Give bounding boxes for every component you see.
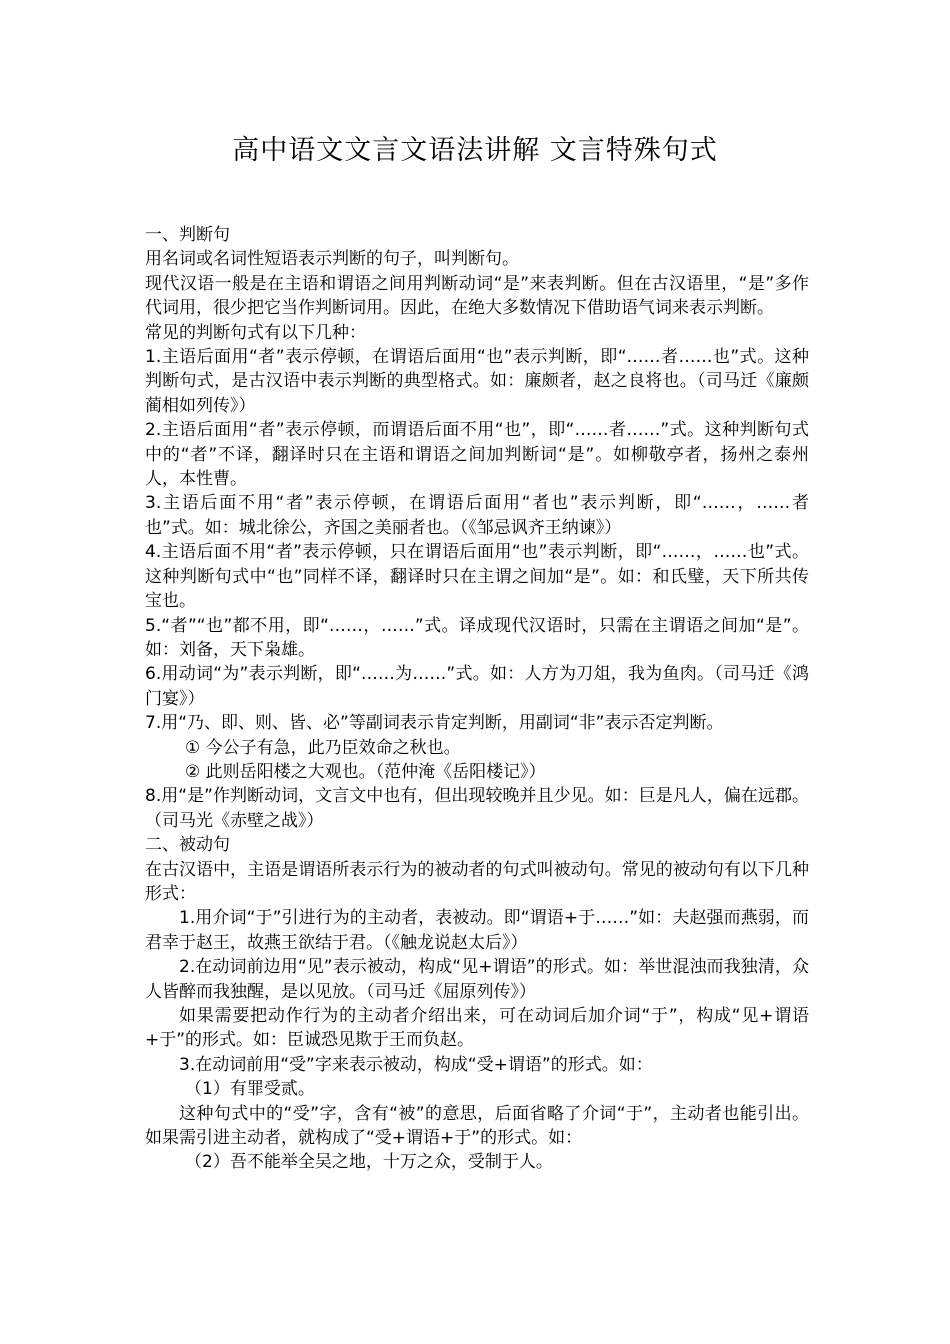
- paragraph: （1）有罪受贰。: [185, 1079, 315, 1100]
- paragraph: 3.在动词前用“受”字来表示被动，构成“受+谓语”的形式。如：: [179, 1054, 653, 1075]
- paragraph: 在古汉语中，主语是谓语所表示行为的被动者的句式叫被动句。常见的被动句有以下几种形式：: [145, 859, 809, 904]
- paragraph: ② 此则岳阳楼之大观也。（范仲淹《岳阳楼记》）: [185, 761, 546, 782]
- paragraph: 5.“者”“也”都不用，即“……，……”式。译成现代汉语时，只需在主谓语之间加“是”。如：刘备，天下枭雄。: [145, 615, 809, 660]
- paragraph: 现代汉语一般是在主语和谓语之间用判断动词“是”来表判断。但在古汉语里，“是”多作代词用，很少把它当作判断词用。因此，在绝大多数情况下借助语气词来表示判断。: [145, 273, 809, 319]
- paragraph: ① 今公子有急，此乃臣效命之秋也。: [185, 737, 461, 758]
- paragraph: 如果需要把动作行为的主动者介绍出来，可在动词后加介词“于”，构成“见+谓语+于”的形式。如：臣诚恐见欺于王而负赵。: [145, 1006, 809, 1051]
- paragraph: 8.用“是”作判断动词，文言文中也有，但出现较晚并且少见。如：巨是凡人，偏在远郡。（司马光《赤壁之战》）: [145, 786, 809, 831]
- paragraph: 用名词或名词性短语表示判断的句子，叫判断句。: [145, 249, 519, 270]
- paragraph: 4.主语后面不用“者”表示停顿，只在谓语后面用“也”表示判断，即“……，……也”式。这种判断句式中“也”同样不译，翻译时只在主谓之间加“是”。如：和氏璧，天下所共传宝也。: [145, 542, 809, 612]
- paragraph: （2）吾不能举全吴之地，十万之众，受制于人。: [185, 1152, 553, 1173]
- paragraph: 一、判断句: [145, 225, 230, 245]
- paragraph: 2.主语后面用“者”表示停顿，而谓语后面不用“也”，即“……者……”式。这种判断句式中的“者”不译，翻译时只在主语和谓语之间加判断词“是”。如柳敬亭者，扬州之泰州人，本性曹。: [145, 420, 809, 490]
- document-title: 高中语文文言文语法讲解 文言特殊句式: [232, 135, 718, 166]
- paragraph: 常见的判断句式有以下几种：: [145, 322, 366, 343]
- paragraph: 1.主语后面用“者”表示停顿，在谓语后面用“也”表示判断，即“……者……也”式。这种判断句式，是古汉语中表示判断的典型格式。如：廉颇者，赵之良将也。（司马迁《廉颇蔺相如列传》）: [145, 347, 809, 416]
- paragraph: 这种句式中的“受”字，含有“被”的意思，后面省略了介词“于”，主动者也能引出。如果需引进主动者，就构成了“受+谓语+于”的形式。如：: [145, 1103, 809, 1149]
- paragraph: 1.用介词“于”引进行为的主动者，表被动。即“谓语+于……”如：夫赵强而燕弱，而君幸于赵王，故燕王欲结于君。（《触龙说赵太后》）: [145, 908, 809, 953]
- document-body: [145, 223, 809, 1175]
- paragraph: 7.用“乃、即、则、皆、必”等副词表示肯定判断，用副词“非”表示否定判断。: [145, 713, 724, 734]
- paragraph: 二、被动句: [145, 835, 230, 856]
- paragraph: 2.在动词前边用“见”表示被动，构成“见+谓语”的形式。如：举世混浊而我独清，众人皆醉而我独醒，是以见放。（司马迁《屈原列传》）: [145, 957, 809, 1002]
- paragraph: 3.主语后面不用“者”表示停顿，在谓语后面用“者也”表示判断，即“……，……者也”式。如：城北徐公，齐国之美丽者也。（《邹忌讽齐王纳谏》）: [145, 493, 809, 538]
- paragraph: 6.用动词“为”表示判断，即“……为……”式。如：人方为刀俎，我为鱼肉。（司马迁《鸿门宴》）: [145, 664, 809, 709]
